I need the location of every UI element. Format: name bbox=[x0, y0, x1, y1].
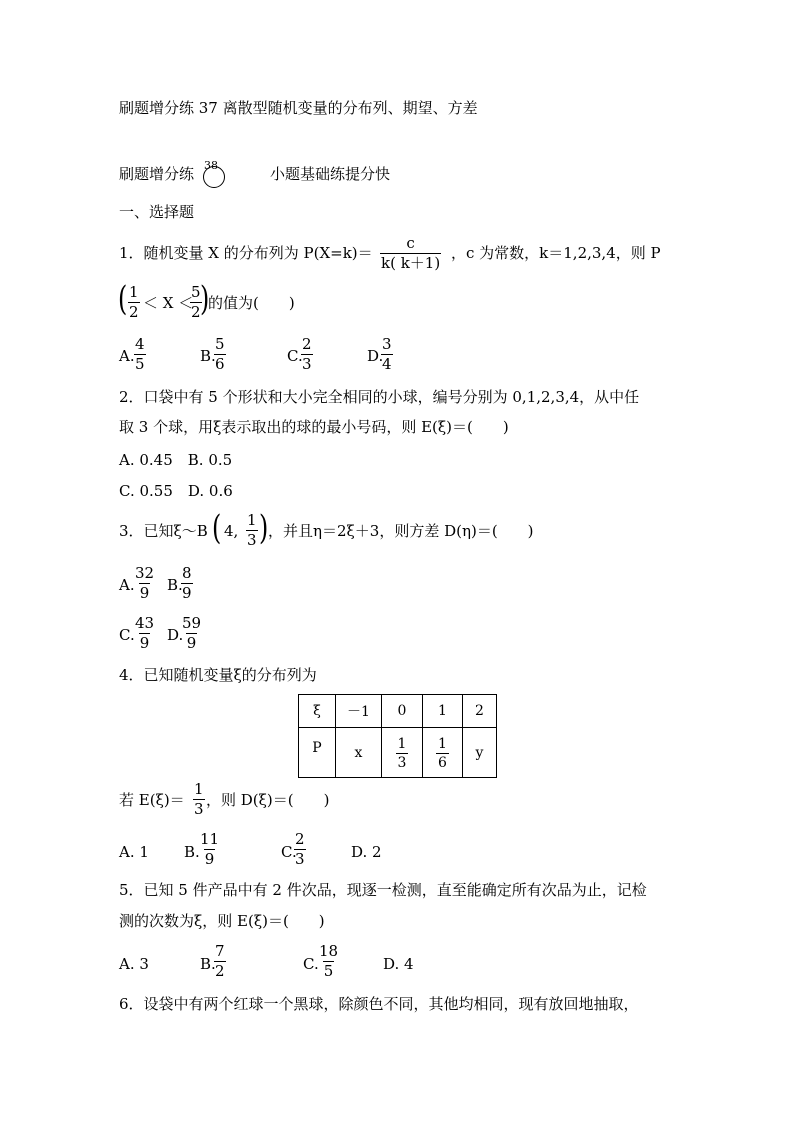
q4-option-b-num: 11 bbox=[200, 830, 220, 848]
q4-option-c-num: 2 bbox=[295, 830, 305, 848]
q1-fraction-num: c bbox=[406, 234, 415, 252]
q3-option-a-label: A. bbox=[119, 576, 135, 594]
q5-option-b-den: 2 bbox=[215, 962, 225, 980]
q3-option-a bbox=[134, 566, 155, 601]
q2-options-ab: A. 0.45 B. 0.5 bbox=[119, 451, 233, 469]
q1-frac1 bbox=[128, 285, 140, 320]
table-cell-fraction bbox=[382, 728, 423, 778]
q1-right-paren: ) bbox=[200, 279, 210, 319]
q1-text-b: ，c 为常数，k＝1,2,3,4，则 P bbox=[451, 244, 661, 262]
section-title-37: 刷题增分练 37 离散型随机变量的分布列、期望、方差 bbox=[119, 99, 478, 117]
q1-option-d-label: D. bbox=[367, 347, 384, 365]
q1-option-d-num: 3 bbox=[382, 335, 392, 353]
q3-option-d bbox=[181, 616, 202, 651]
q1-option-d bbox=[381, 337, 393, 372]
q4-option-a: A. 1 bbox=[119, 843, 149, 861]
q1-text-a: 1．随机变量 X 的分布列为 P(X=k)＝ bbox=[119, 244, 373, 262]
q4-condition-fraction bbox=[193, 782, 205, 817]
section-title-38-suffix: 小题基础练提分快 bbox=[270, 165, 391, 183]
q1-frac2-den: 2 bbox=[191, 303, 201, 321]
section-title-38-prefix: 刷题增分练 bbox=[119, 165, 195, 183]
table-cell: P bbox=[299, 728, 336, 778]
table-fraction-den: 6 bbox=[438, 754, 447, 771]
q3-option-c bbox=[134, 616, 155, 651]
q3-fraction-num: 1 bbox=[247, 511, 257, 529]
q1-option-a-num: 4 bbox=[135, 335, 145, 353]
q1-frac1-num: 1 bbox=[129, 283, 139, 301]
table-cell-fraction bbox=[423, 728, 463, 778]
table-cell: 0 bbox=[382, 695, 423, 728]
q4-option-b bbox=[199, 832, 220, 867]
q3-option-c-label: C. bbox=[119, 626, 135, 644]
q5-option-b-num: 7 bbox=[215, 942, 225, 960]
q1-tail: 的值为( ) bbox=[208, 294, 295, 312]
q3-option-d-label: D. bbox=[167, 626, 184, 644]
q3-fraction-den: 3 bbox=[247, 531, 257, 549]
q3-text-a: 3．已知ξ～B bbox=[119, 522, 208, 540]
q5-option-c bbox=[318, 944, 339, 979]
q3-fraction bbox=[246, 513, 258, 548]
table-cell: y bbox=[463, 728, 497, 778]
q1-frac2-num: 5 bbox=[191, 283, 201, 301]
q2-line-2: 取 3 个球，用ξ表示取出的球的最小号码，则 E(ξ)＝( ) bbox=[119, 418, 509, 436]
q1-fraction bbox=[380, 236, 441, 271]
table-cell: －1 bbox=[336, 695, 382, 728]
q4-condition-num: 1 bbox=[194, 780, 204, 798]
q4-option-d: D. 2 bbox=[351, 843, 382, 861]
table-cell: 1 bbox=[423, 695, 463, 728]
q3-option-d-den: 9 bbox=[186, 634, 197, 652]
q1-option-a bbox=[134, 337, 146, 372]
q6-line-1: 6．设袋中有两个红球一个黑球，除颜色不同，其他均相同，现有放回地抽取， bbox=[119, 995, 639, 1013]
q5-option-c-num: 18 bbox=[319, 942, 339, 960]
table-cell: 2 bbox=[463, 695, 497, 728]
table-fraction-den: 3 bbox=[397, 754, 407, 771]
q1-option-b-label: B. bbox=[200, 347, 216, 365]
q5-option-b-label: B. bbox=[200, 955, 216, 973]
q5-option-b bbox=[214, 944, 226, 979]
q4-option-c bbox=[294, 832, 306, 867]
q3-option-b-num: 8 bbox=[182, 564, 192, 582]
q1-option-a-den: 5 bbox=[135, 355, 145, 373]
circled-number: 38 bbox=[204, 159, 218, 172]
distribution-table bbox=[298, 694, 497, 778]
q1-fraction-den: k( k＋1) bbox=[381, 254, 441, 272]
q3-option-b bbox=[181, 566, 193, 601]
q3-option-c-den: 9 bbox=[139, 634, 150, 652]
q1-left-paren: ( bbox=[118, 279, 128, 319]
q3-left-paren: ( bbox=[212, 508, 222, 548]
q3-option-d-num: 59 bbox=[182, 614, 202, 632]
q4-option-c-label: C. bbox=[281, 843, 297, 861]
q1-option-c bbox=[301, 337, 313, 372]
table-cell: x bbox=[336, 728, 382, 778]
q4-condition-den: 3 bbox=[194, 800, 204, 818]
q1-option-b-den: 6 bbox=[215, 355, 225, 373]
q3-option-b-den: 9 bbox=[182, 584, 192, 602]
q4-condition-a: 若 E(ξ)＝ bbox=[119, 791, 185, 809]
q3-option-a-num: 32 bbox=[135, 564, 155, 582]
q2-options-cd: C. 0.55 D. 0.6 bbox=[119, 482, 233, 500]
q1-option-b-num: 5 bbox=[215, 335, 225, 353]
q4-option-b-den: 9 bbox=[204, 850, 215, 868]
q4-option-c-den: 3 bbox=[295, 850, 305, 868]
q1-option-c-den: 3 bbox=[302, 355, 312, 373]
q5-option-a: A. 3 bbox=[119, 955, 149, 973]
q3-option-a-den: 9 bbox=[139, 584, 150, 602]
q4-option-b-label: B. bbox=[184, 843, 200, 861]
q3-option-b-label: B. bbox=[167, 576, 183, 594]
q5-option-d: D. 4 bbox=[383, 955, 414, 973]
q1-option-d-den: 4 bbox=[382, 355, 392, 373]
q1-option-b bbox=[214, 337, 226, 372]
q3-inner: 4, bbox=[224, 522, 239, 540]
q3-text-b: ，并且η＝2ξ＋3，则方差 D(η)＝( ) bbox=[268, 522, 534, 540]
q5-option-c-label: C. bbox=[303, 955, 319, 973]
table-fraction-num: 1 bbox=[438, 735, 447, 752]
q5-line-2: 测的次数为ξ，则 E(ξ)＝( ) bbox=[119, 912, 325, 930]
q5-option-c-den: 5 bbox=[323, 962, 334, 980]
table-fraction-num: 1 bbox=[397, 735, 407, 752]
q1-frac1-den: 2 bbox=[129, 303, 139, 321]
q1-mid: ＜ X ＜ bbox=[143, 294, 194, 312]
q4-line-1: 4．已知随机变量ξ的分布列为 bbox=[119, 666, 317, 684]
q3-right-paren: ) bbox=[259, 508, 269, 548]
q3-option-c-num: 43 bbox=[135, 614, 155, 632]
q1-option-c-label: C. bbox=[287, 347, 303, 365]
q1-option-c-num: 2 bbox=[302, 335, 312, 353]
section-heading: 一、选择题 bbox=[119, 203, 195, 221]
q2-line-1: 2．口袋中有 5 个形状和大小完全相同的小球，编号分别为 0,1,2,3,4，从中任 bbox=[119, 388, 640, 406]
q4-condition-b: ，则 D(ξ)＝( ) bbox=[206, 791, 330, 809]
q1-option-a-label: A. bbox=[119, 347, 135, 365]
table-cell: ξ bbox=[299, 695, 336, 728]
q5-line-1: 5．已知 5 件产品中有 2 件次品，现逐一检测，直至能确定所有次品为止，记检 bbox=[119, 881, 647, 899]
